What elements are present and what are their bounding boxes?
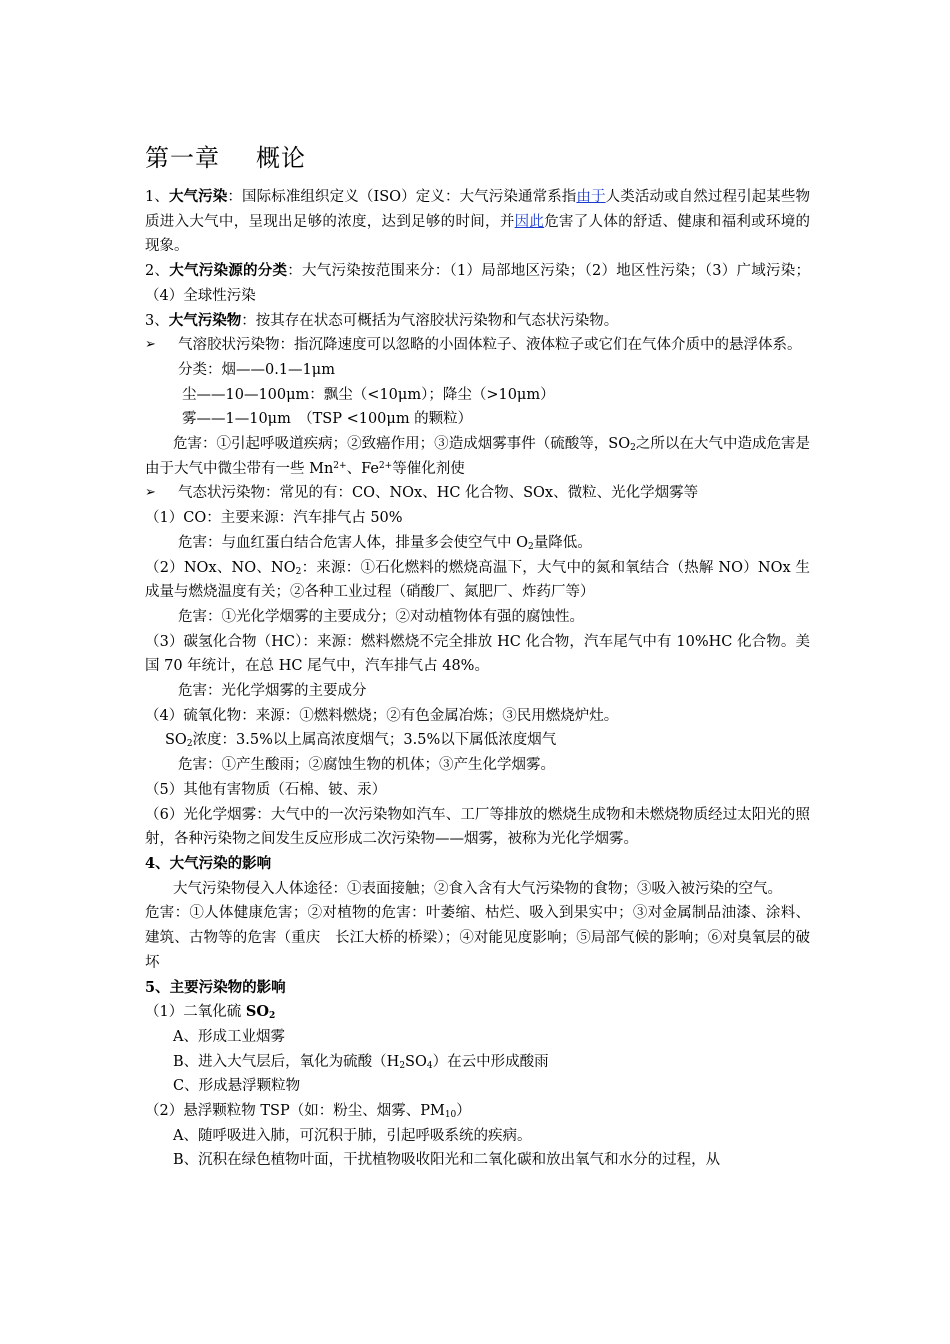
other-substances: （5）其他有害物质（石棉、铍、汞）	[145, 781, 387, 798]
subscript: 2	[268, 1011, 276, 1022]
text-span: SO	[405, 1053, 427, 1070]
text-span: ）在云中形成酸雨	[432, 1053, 549, 1070]
superscript: 2+	[378, 460, 393, 471]
text-span: ：按其存在状态可概括为气溶胶状污染物和气态状污染物。	[241, 312, 619, 329]
text-span: SO	[245, 1003, 269, 1021]
section-2-paragraph	[145, 259, 810, 308]
classification-line: 分类：烟——0.1—1μm	[178, 361, 335, 378]
text-span: 人类活动或自然过程引起某些物质进入大气中，呈现出足够的浓度，达到足够的时间，并	[145, 189, 811, 230]
section-4-heading: 4、大气污染的影响	[145, 854, 272, 872]
chapter-name: 概论	[256, 144, 306, 172]
superscript: 2+	[333, 460, 347, 471]
section-heading: 大气污染源的分类	[169, 262, 288, 280]
so2-item-c: C、形成悬浮颗粒物	[173, 1078, 301, 1095]
text-span: （2）悬浮颗粒物 TSP（如：粉尘、烟雾、PM	[145, 1103, 445, 1120]
text-span: ：来源：①石化燃料的燃烧高温下，大气中的氮和氧结合（热解 NO）NOx 生成量与燃烧温度有关；②各种工业过程（硝酸厂、氮肥厂、炸药厂等）	[145, 559, 810, 601]
arrow-bullet-icon: ➢	[145, 485, 156, 501]
subscript: 2	[528, 541, 534, 552]
section-4-harm: 危害：①人体健康危害；②对植物的危害：叶萎缩、枯烂、吸入到果实中；③对金属制品油漆、涂料、建筑、古物等的危害（重庆 长江大桥的桥梁）；④对能见度影响；⑤局部气候的影响；⑥对臭氧层的破坏	[145, 905, 810, 971]
text-span: 气溶胶状污染物：指沉降速度可以忽略的小固体粒子、液体粒子或它们在气体介质中的悬浮体系。	[178, 337, 802, 354]
text-span: B、进入大气层后，氧化为硫酸（H	[173, 1053, 400, 1070]
text-span: 等催化剂使	[392, 460, 465, 477]
classification-line: 雾——1—10μm （TSP <100μm 的颗粒）	[182, 411, 473, 428]
text-span: ：国际标准组织定义（ISO）定义：大气污染通常系指	[227, 189, 577, 205]
bullet-gas	[145, 481, 810, 506]
nox-harm: 危害：①光化学烟雾的主要成分；②对动植物体有强的腐蚀性。	[178, 608, 584, 625]
text-span: ）	[456, 1103, 471, 1120]
section-number: 1、	[145, 189, 169, 205]
so2-item-b	[145, 1050, 810, 1075]
document-page	[145, 130, 810, 1173]
text-span: 气态状污染物：常见的有：CO、NOx、HC 化合物、SOx、微粒、光化学烟雾等	[178, 485, 699, 502]
section-4-pathways: 大气污染物侵入人体途径：①表面接触；②食入含有大气污染物的食物；③吸入被污染的空气。	[173, 880, 782, 897]
nox-paragraph	[145, 556, 810, 605]
tsp-item-b: B、沉积在绿色植物叶面，干扰植物吸收阳光和二氧化碳和放出氧气和水分的过程，从	[173, 1152, 721, 1169]
so2-item-a: A、形成工业烟雾	[173, 1028, 285, 1045]
arrow-bullet-icon: ➢	[145, 337, 156, 353]
tsp-heading	[145, 1099, 810, 1124]
text-span: （1）二氧化硫	[145, 1004, 246, 1021]
text-span: 危害：①引起呼吸道疾病；②致癌作用；③造成烟雾事件（硫酸等，SO	[173, 436, 631, 453]
hc-harm: 危害：光化学烟雾的主要成分	[178, 683, 367, 700]
text-span: 之所以在大气中造成危害是由于大气中微尘带有一些 Mn	[145, 436, 810, 477]
subscript: 10	[444, 1110, 457, 1121]
text-span: 浓度：3.5%以上属高浓度烟气；3.5%以下属低浓度烟气	[192, 732, 557, 749]
text-span: 危害：与血红蛋白结合危害人体，排量多会使空气中 O	[178, 534, 528, 551]
subscript: 2	[399, 1060, 406, 1071]
aerosol-harm	[145, 432, 810, 481]
sox-harm: 危害：①产生酸雨；②腐蚀生物的机体；③产生化学烟雾。	[178, 757, 555, 774]
text-span: ：大气污染按范围来分：（1）局部地区污染；（2）地区性污染；（3）广域污染；（4）全球性污染	[145, 263, 810, 304]
section-5-heading: 5、主要污染物的影响	[145, 978, 286, 996]
sox-concentration	[145, 728, 810, 753]
section-3-paragraph	[145, 309, 810, 334]
text-span: 危害了人体的舒适、健康和福利或环境的现象。	[145, 213, 811, 255]
section-heading: 大气污染	[168, 188, 228, 205]
link-yinci[interactable]: 因此	[514, 213, 545, 230]
section-1-paragraph	[145, 185, 810, 259]
text-span: SO	[165, 732, 187, 749]
bullet-aerosol	[145, 333, 810, 358]
classification-line: 尘——10—100μm：飘尘（<10μm）；降尘（>10μm）	[182, 386, 555, 403]
sox-line: （4）硫氧化物：来源：①燃料燃烧；②有色金属冶炼；③民用燃烧炉灶。	[145, 707, 619, 724]
co-harm	[145, 531, 810, 556]
subscript: 2	[295, 566, 302, 577]
chapter-number: 第一章	[145, 144, 220, 172]
tsp-item-a: A、随呼吸进入肺，可沉积于肺，引起呼吸系统的疾病。	[173, 1127, 532, 1144]
hc-paragraph: （3）碳氢化合物（HC）：来源：燃料燃烧不完全排放 HC 化合物，汽车尾气中有 10%HC 化合物。美国 70 年统计，在总 HC 尾气中，汽车排气占 48%。	[145, 633, 810, 675]
section-heading: 大气污染物	[168, 311, 242, 329]
subscript: 2	[186, 739, 193, 750]
section-number: 2、	[145, 263, 170, 280]
chapter-title	[145, 138, 810, 173]
text-span: 、Fe	[346, 460, 379, 477]
text-span: 量降低。	[533, 534, 592, 551]
subscript: 2	[630, 443, 636, 454]
co-line: （1）CO：主要来源：汽车排气占 50%	[145, 510, 403, 527]
photochemical-smog: （6）光化学烟雾：大气中的一次污染物如汽车、工厂等排放的燃烧生成物和未燃烧物质经过太阳光的照射，各种污染物之间发生反应形成二次污染物——烟雾，被称为光化学烟雾。	[145, 806, 810, 848]
section-number: 3、	[145, 312, 169, 329]
so2-heading	[145, 1000, 810, 1025]
link-youyu[interactable]: 由于	[576, 189, 606, 205]
subscript: 4	[426, 1060, 433, 1071]
text-span: （2）NOx、NO、NO	[145, 559, 296, 576]
